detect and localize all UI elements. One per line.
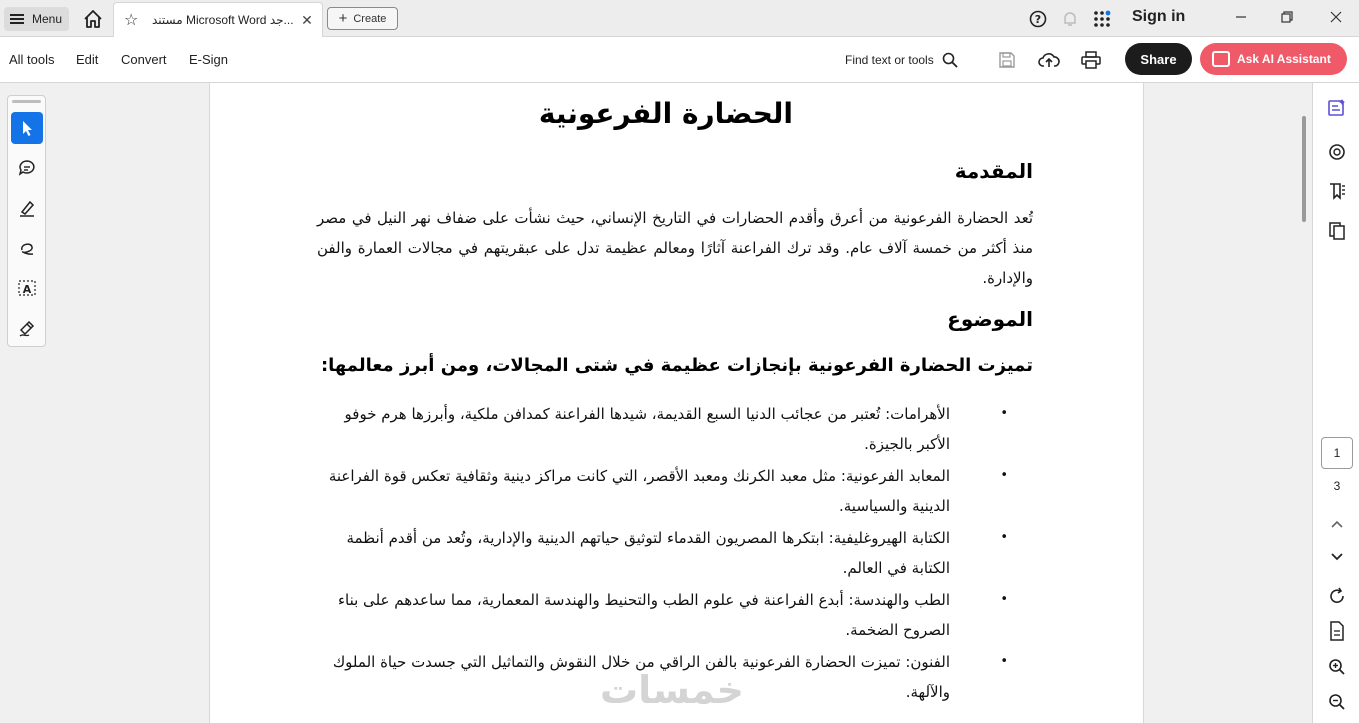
bullet-marker: • xyxy=(1000,468,1008,483)
all-tools-menu[interactable]: All tools xyxy=(9,52,55,67)
watermark-logo: خمسات xyxy=(600,668,744,712)
list-item xyxy=(318,585,1008,645)
find-label: Find text or tools xyxy=(845,53,934,67)
select-cursor-icon[interactable] xyxy=(11,112,43,144)
main-toolbar xyxy=(0,37,1359,83)
menu-button[interactable] xyxy=(4,7,69,31)
upload-cloud-icon[interactable] xyxy=(1037,48,1061,72)
share-button[interactable]: Share xyxy=(1125,43,1192,75)
intro-heading: المقدمة xyxy=(954,159,1033,183)
ai-label: Ask AI Assistant xyxy=(1237,52,1331,66)
apps-grid-icon[interactable] xyxy=(1091,8,1113,30)
document-title: الحضارة الفرعونية xyxy=(538,97,793,130)
scrollbar-thumb[interactable] xyxy=(1302,116,1306,222)
sign-in-link[interactable]: Sign in xyxy=(1132,8,1186,25)
bookmarks-icon[interactable] xyxy=(1325,179,1349,203)
list-item xyxy=(318,461,1008,521)
notifications-bell-icon[interactable] xyxy=(1059,8,1081,30)
topic-subheading: تميزت الحضارة الفرعونية بإنجازات عظيمة في شتى المجالات، ومن أبرز معالمها: xyxy=(320,355,1033,376)
list-item-text: الطب والهندسة: أبدع الفراعنة في علوم الطب والتحنيط والهندسة المعمارية، مما ساعدهم على بناء الصروح الضخمة. xyxy=(337,591,950,639)
help-icon[interactable] xyxy=(1027,8,1049,30)
pdf-page xyxy=(209,83,1144,723)
home-icon[interactable] xyxy=(82,8,104,30)
bullet-marker: • xyxy=(1000,592,1008,607)
esign-menu[interactable]: E-Sign xyxy=(189,52,229,67)
svg-text:?: ? xyxy=(1034,13,1042,26)
restore-icon[interactable] xyxy=(1272,5,1302,29)
menu-label: Menu xyxy=(32,12,63,26)
palette-grip[interactable] xyxy=(12,100,41,103)
convert-menu[interactable]: Convert xyxy=(121,52,167,67)
list-item-text: الفنون: تميزت الحضارة الفرعونية بالفن الراقي من خلال النقوش والتماثيل التي جسدت حياة الملوك والآلهة. xyxy=(332,653,950,701)
find-text-or-tools[interactable] xyxy=(845,52,958,68)
chevron-down-icon[interactable] xyxy=(1325,545,1349,569)
rotate-icon[interactable] xyxy=(1325,584,1349,608)
plus-icon: + xyxy=(338,10,348,27)
create-label: Create xyxy=(353,12,387,25)
svg-text:A: A xyxy=(22,283,32,296)
total-pages: 3 xyxy=(1333,479,1341,493)
ai-summary-icon[interactable] xyxy=(1325,96,1349,120)
bullet-marker: • xyxy=(1000,654,1008,669)
list-item-text: الكتابة الهيروغليفية: ابتكرها المصريون القدماء لتوثيق حياتهم الدينية والإدارية، وتُعد من أقدم أنظمة الكتابة في العالم. xyxy=(346,529,950,577)
achievements-list xyxy=(318,399,1008,709)
right-side-panel xyxy=(1312,83,1359,723)
chevron-up-icon[interactable] xyxy=(1325,512,1349,536)
star-icon[interactable]: ☆ xyxy=(124,12,139,29)
comment-icon[interactable] xyxy=(11,152,43,184)
page-thumbnails-icon[interactable] xyxy=(1325,219,1349,243)
list-item-text: الأهرامات: تُعتبر من عجائب الدنيا السبع القديمة، شيدها الفراعنة كمدافن ملكية، وأبرزها هرم خوفو الأكبر بالجيزة. xyxy=(344,405,950,453)
text-select-icon[interactable] xyxy=(11,272,43,304)
minimize-icon[interactable] xyxy=(1226,5,1256,29)
bullet-marker: • xyxy=(1000,406,1008,421)
hamburger-icon xyxy=(10,14,24,24)
topic-heading: الموضوع xyxy=(947,307,1033,331)
ask-ai-assistant-button[interactable] xyxy=(1200,43,1347,75)
intro-paragraph: تُعد الحضارة الفرعونية من أعرق وأقدم الحضارات في التاريخ الإنساني، حيث نشأت على ضفاف نهر النيل في مصر منذ أكثر من خمسة آلاف عام. وقد ترك الفراعنة آثارًا ومعالم عظيمة تدل على عبقريتهم في مجالات العمارة والفن والإدارة. xyxy=(317,209,1033,287)
create-button[interactable] xyxy=(327,7,398,30)
document-tab[interactable] xyxy=(113,2,323,37)
quick-tools-palette xyxy=(7,95,46,347)
search-icon xyxy=(942,52,958,68)
close-tab-icon[interactable]: ✕ xyxy=(301,11,313,28)
zoom-out-icon[interactable] xyxy=(1325,690,1349,714)
highlight-pen-icon[interactable] xyxy=(11,192,43,224)
page-display-icon[interactable] xyxy=(1325,619,1349,643)
close-window-icon[interactable] xyxy=(1321,5,1351,29)
list-item xyxy=(318,399,1008,459)
ai-assistant-icon xyxy=(1212,51,1230,67)
save-icon[interactable] xyxy=(995,48,1019,72)
comments-panel-icon[interactable] xyxy=(1325,140,1349,164)
title-bar xyxy=(0,0,1359,37)
list-item-text: المعابد الفرعونية: مثل معبد الكرنك ومعبد الأقصر، التي كانت مراكز دينية وثقافية تعكس قوة الفراعنة الدينية والسياسية. xyxy=(328,467,950,515)
tab-title: مستند Microsoft Word جد... xyxy=(152,13,294,27)
bullet-marker: • xyxy=(1000,530,1008,545)
zoom-in-icon[interactable] xyxy=(1325,655,1349,679)
sign-pen-icon[interactable] xyxy=(11,312,43,344)
current-page-input[interactable]: 1 xyxy=(1321,437,1353,469)
print-icon[interactable] xyxy=(1079,48,1103,72)
list-item xyxy=(318,523,1008,583)
draw-freehand-icon[interactable] xyxy=(11,232,43,264)
edit-menu[interactable]: Edit xyxy=(76,52,99,67)
